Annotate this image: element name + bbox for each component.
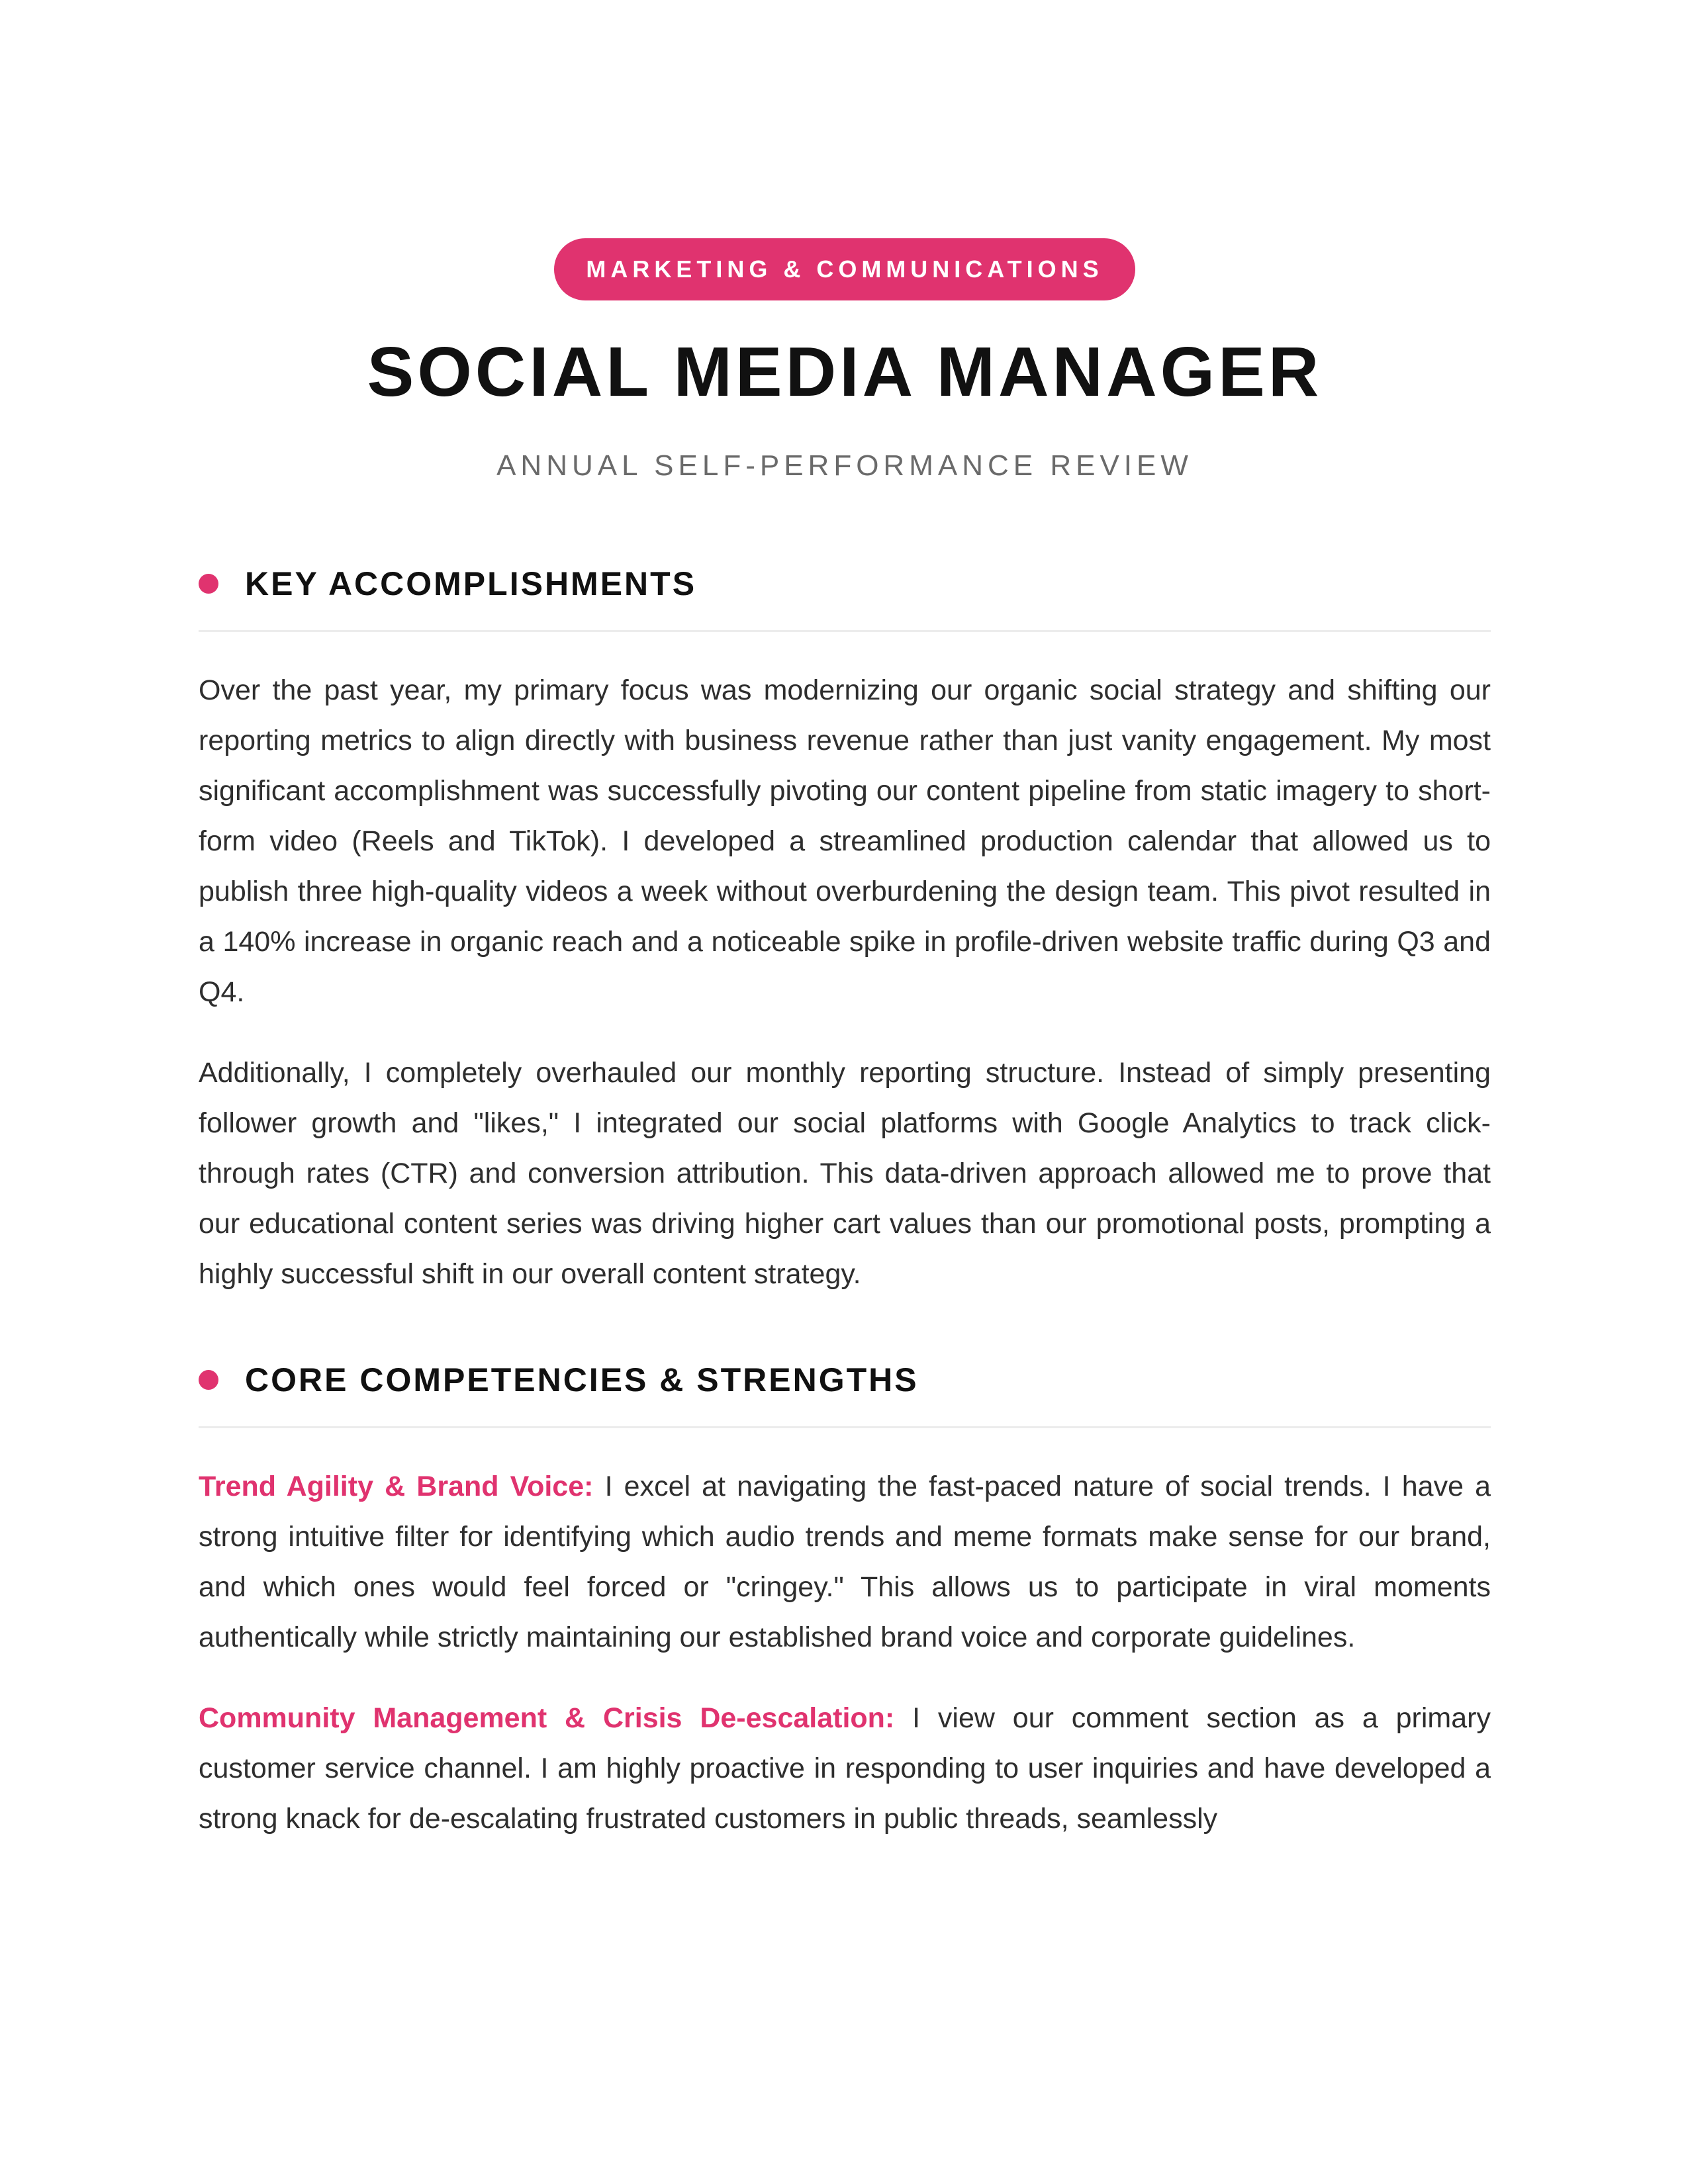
- competency-label: Trend Agility & Brand Voice:: [199, 1471, 594, 1502]
- section-title: KEY ACCOMPLISHMENTS: [245, 565, 697, 602]
- paragraph: Over the past year, my primary focus was modernizing our organic social strategy and shifting our reporting metrics to align directly with business revenue rather than just vanity engagement. My most significant accomplishment was successfully pivoting our content pipeline from static imagery to short-form video (Reels and TikTok). I developed a streamlined production calendar that allowed us to publish three high-quality videos a week without overburdening the design team. This pivot resulted in a 140% increase in organic reach and a noticeable spike in profile-driven website traffic during Q3 and Q4.: [199, 674, 1491, 1008]
- bullet-dot-icon: [199, 1370, 218, 1390]
- bullet-dot-icon: [199, 574, 218, 594]
- section-core-competencies: [199, 1360, 1491, 1844]
- review-document: [199, 238, 1491, 1844]
- section-key-accomplishments: [199, 564, 1491, 1299]
- document-header: [199, 238, 1491, 486]
- page-subtitle: ANNUAL SELF-PERFORMANCE REVIEW: [496, 449, 1193, 482]
- section-divider: [199, 630, 1491, 632]
- section-heading: [199, 564, 1491, 604]
- department-badge: MARKETING & COMMUNICATIONS: [554, 238, 1135, 300]
- competency-text: I view our comment section as a primary customer service channel. I am highly proactive in responding to user inquiries and have developed a strong knack for de-escalating frustrated customers in public threads, seamlessly: [199, 1702, 1491, 1835]
- competency-item: [199, 1461, 1491, 1662]
- competency-item: [199, 1693, 1491, 1844]
- paragraph: Additionally, I completely overhauled our monthly reporting structure. Instead of simply presenting follower growth and "likes," I integrated our social platforms with Google Analytics to track click-through rates (CTR) and conversion attribution. This data-driven approach allowed me to prove that our educational content series was driving higher cart values than our promotional posts, prompting a highly successful shift in our overall content strategy.: [199, 1057, 1491, 1290]
- section-heading: [199, 1360, 1491, 1400]
- competency-text: I excel at navigating the fast-paced nature of social trends. I have a strong intuitive filter for identifying which audio trends and meme formats make sense for our brand, and which ones would feel forced or "cringey." This allows us to participate in viral moments authentically while strictly maintaining our established brand voice and corporate guidelines.: [199, 1471, 1491, 1653]
- section-title: CORE COMPETENCIES & STRENGTHS: [245, 1361, 919, 1398]
- section-divider: [199, 1426, 1491, 1428]
- page-title: SOCIAL MEDIA MANAGER: [367, 333, 1323, 411]
- competency-label: Community Management & Crisis De-escalation:: [199, 1702, 895, 1734]
